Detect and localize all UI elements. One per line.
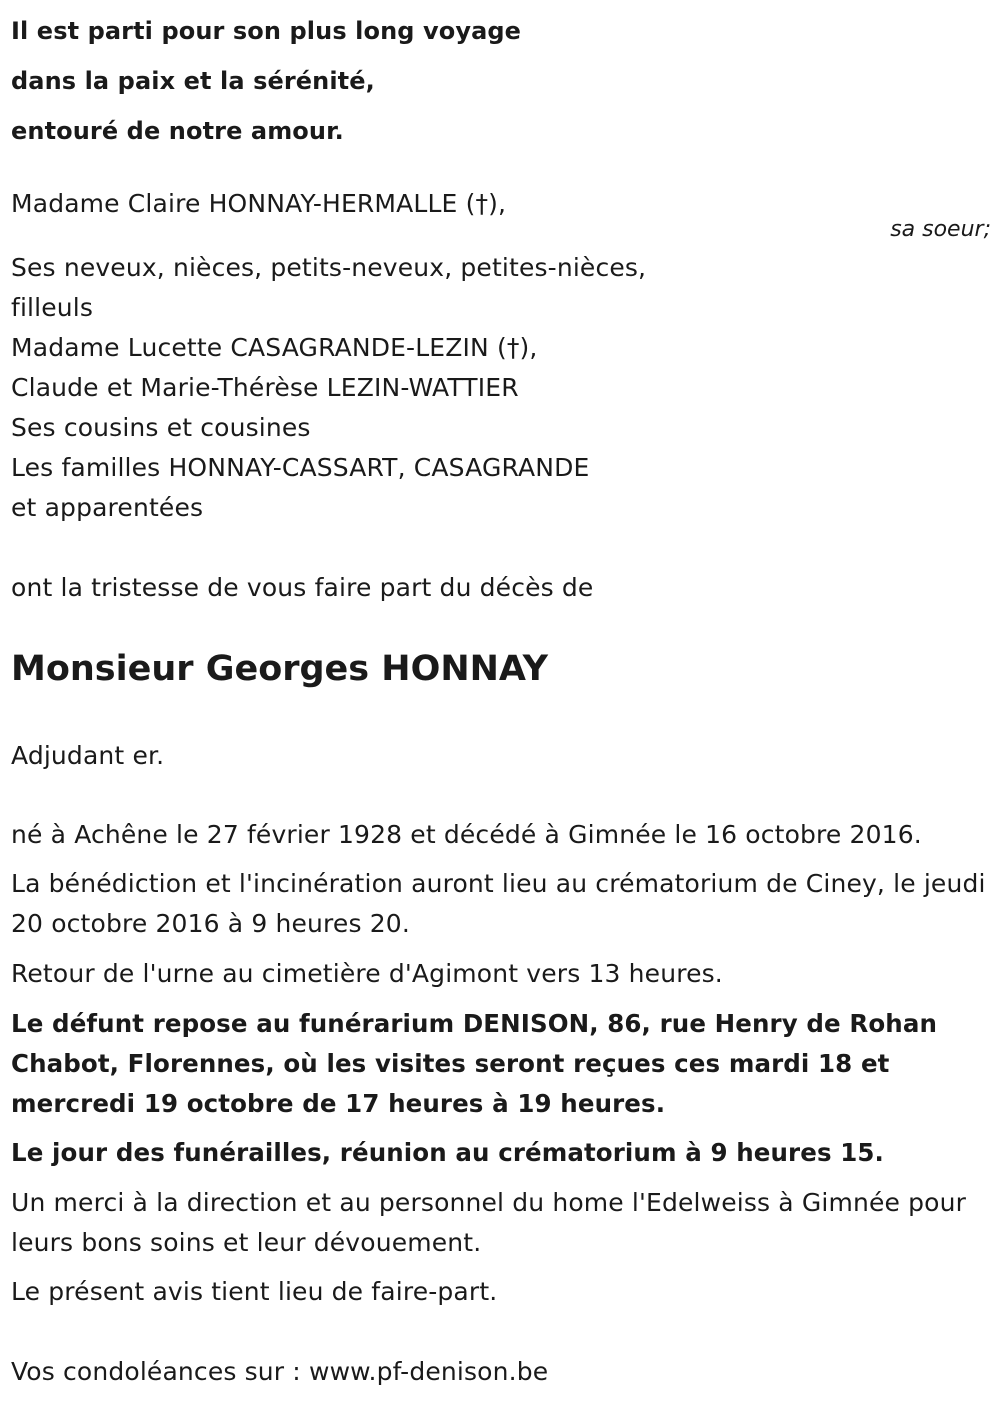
sister-relation: sa soeur; — [890, 217, 991, 242]
family-line: Claude et Marie-Thérèse LEZIN-WATTIER — [11, 373, 519, 402]
gathering-details: Le jour des funérailles, réunion au crématorium à 9 heures 15. — [11, 1138, 884, 1167]
family-line: Madame Lucette CASAGRANDE-LEZIN (†), — [11, 333, 538, 362]
urn-details: Retour de l'urne au cimetière d'Agimont vers 13 heures. — [11, 959, 723, 988]
sister-name: Madame Claire HONNAY-HERMALLE (†), — [11, 189, 507, 218]
deceased-name: Monsieur Georges HONNAY — [11, 649, 549, 689]
thanks-message: Un merci à la direction et au personnel du home l'Edelweiss à Gimnée pour leurs bons soins et leur dévouement. — [11, 1188, 967, 1257]
notice-text: Le présent avis tient lieu de faire-part. — [11, 1277, 498, 1306]
family-line: Les familles HONNAY-CASSART, CASAGRANDE — [11, 453, 590, 482]
ceremony-details: La bénédiction et l'incinération auront lieu au crématorium de Ciney, le jeudi 20 octobre 2016 à 9 heures 20. — [11, 869, 986, 938]
birth-death-dates: né à Achêne le 27 février 1928 et décédé à Gimnée le 16 octobre 2016. — [11, 820, 922, 849]
intro-verse — [11, 6, 521, 156]
visitation-details: Le défunt repose au funérarium DENISON, 86, rue Henry de Rohan Chabot, Florennes, où les visites seront reçues ces mardi 18 et mercredi 19 octobre de 17 heures à 19 heures. — [11, 1009, 938, 1118]
intro-line: Il est parti pour son plus long voyage — [11, 17, 522, 45]
announcement-text: ont la tristesse de vous faire part du décès de — [11, 573, 594, 602]
family-line: et apparentées — [11, 493, 204, 522]
family-line: filleuls — [11, 293, 94, 322]
deceased-title: Adjudant er. — [11, 741, 165, 770]
condolences-link[interactable]: Vos condoléances sur : www.pf-denison.be — [11, 1357, 549, 1386]
family-line: Ses cousins et cousines — [11, 413, 311, 442]
intro-line: entouré de notre amour. — [11, 117, 344, 145]
family-line: Ses neveux, nièces, petits-neveux, petites-nièces, — [11, 253, 647, 282]
family-list — [11, 248, 646, 528]
intro-line: dans la paix et la sérénité, — [11, 67, 375, 95]
